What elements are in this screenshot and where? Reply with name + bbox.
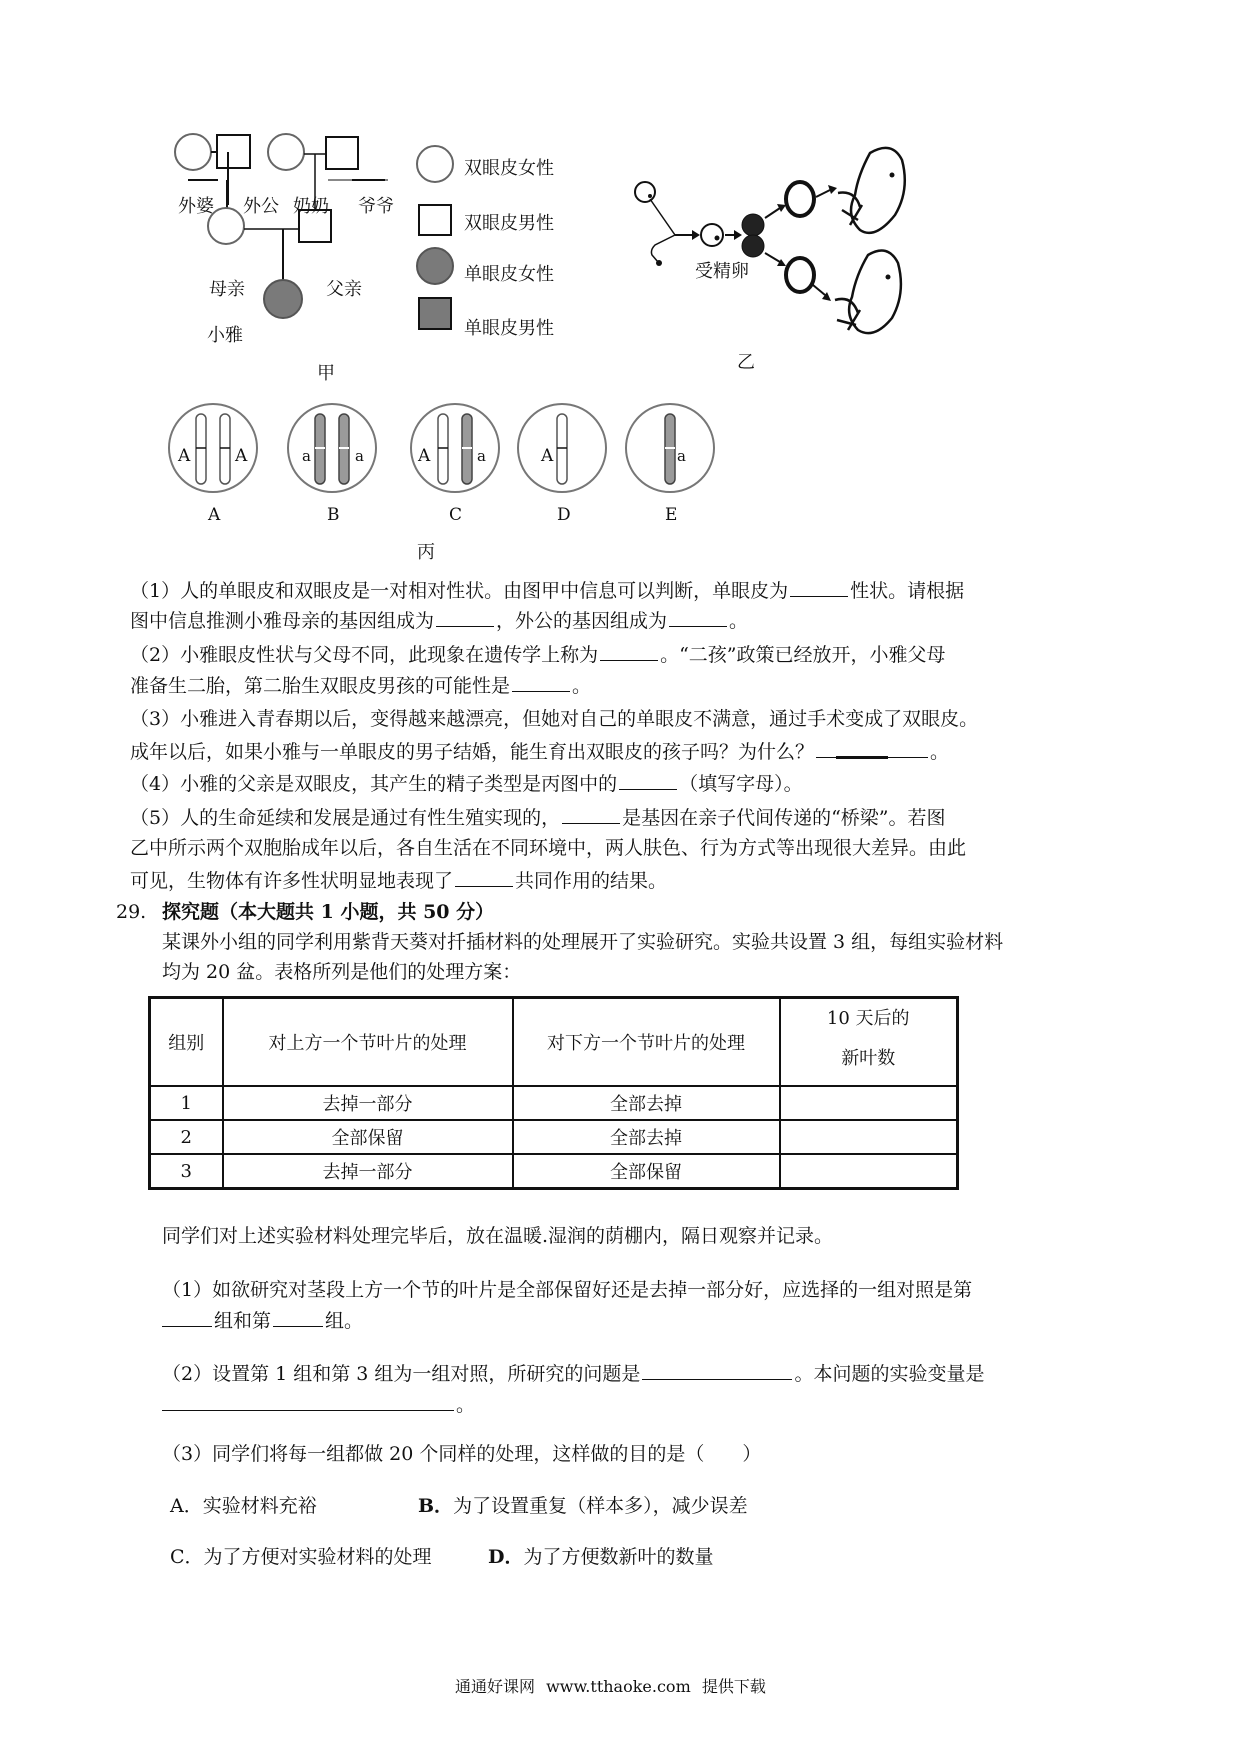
label-mother: 母亲: [209, 279, 245, 300]
gene-label: a: [477, 447, 486, 465]
q28-part1-line1: （1）人的单眼皮和双眼皮是一对相对性状。由图甲中信息可以判断，单眼皮为 性状。请根据: [130, 576, 964, 605]
table-cell: 全部去掉: [513, 1086, 780, 1120]
answer-blank[interactable]: [619, 769, 677, 790]
table-cell-empty[interactable]: [780, 1120, 958, 1154]
cell-e: [626, 404, 714, 492]
table-cell: 去掉一部分: [223, 1154, 513, 1189]
label-grandpa-maternal: 外公: [243, 196, 279, 217]
legend-label: 双眼皮男性: [464, 213, 554, 234]
option-d[interactable]: [488, 1543, 714, 1571]
q28-part4: （4）小雅的父亲是双眼皮，其产生的精子类型是丙图中的 （填写字母）。: [130, 769, 803, 798]
table-header-cell: 组别: [150, 998, 223, 1087]
answer-blank[interactable]: [162, 1390, 454, 1411]
table-cell: 1: [150, 1086, 223, 1120]
treatment-table: [148, 996, 959, 1190]
label-grandma-maternal: 外婆: [178, 196, 214, 217]
q28-part5-line1: （5）人的生命延续和发展是通过有性生殖实现的， 是基因在亲子代间传递的“桥梁”。若图: [130, 803, 946, 832]
q28-part5-line2: 乙中所示两个双胞胎成年以后，各自生活在不同环境中，两人肤色、行为方式等出现很大差异。由此: [130, 837, 967, 859]
label-zygote: 受精卵: [695, 261, 749, 282]
label-father: 父亲: [326, 279, 362, 300]
option-b[interactable]: [418, 1492, 748, 1520]
table-cell: 去掉一部分: [223, 1086, 513, 1120]
answer-blank[interactable]: [790, 576, 848, 597]
option-key: A．: [170, 1495, 203, 1517]
answer-blank[interactable]: [600, 640, 658, 661]
table-header-cell: 对下方一个节叶片的处理: [513, 998, 780, 1087]
q29-sub1-line2: 组和第 组。: [162, 1306, 363, 1335]
label-child: 小雅: [207, 325, 243, 346]
q28-part2-line1: （2）小雅眼皮性状与父母不同，此现象在遗传学上称为 。“二孩”政策已经放开，小雅父母: [130, 640, 946, 669]
cell-letter: D: [557, 505, 571, 525]
q28-part1-line2: 图中信息推测小雅母亲的基因组成为 ，外公的基因组成为 。: [130, 606, 748, 635]
fetus-icon: [838, 148, 905, 233]
table-cell-empty[interactable]: [780, 1086, 958, 1120]
fetus-icon: [835, 251, 901, 334]
table-cell: 3: [150, 1154, 223, 1189]
egg-icon: [635, 182, 655, 202]
table-row: [150, 1120, 958, 1154]
header-line: 新叶数: [841, 1048, 896, 1069]
option-a[interactable]: [170, 1492, 317, 1520]
question-number: 29.: [116, 901, 147, 923]
figure-caption-jia: 甲: [317, 363, 335, 384]
answer-blank[interactable]: [816, 737, 928, 758]
legend-label: 双眼皮女性: [464, 158, 554, 179]
footer-tail: 提供下载: [701, 1677, 766, 1696]
footer-site: 通通好课网: [455, 1677, 536, 1696]
gene-label: A: [418, 446, 431, 466]
legend-filled-square: [419, 298, 451, 329]
q28-part2-line2: 准备生二胎，第二胎生双眼皮男孩的可能性是 。: [130, 671, 591, 700]
q28-part5-line3: 可见，生物体有许多性状明显地表现了 共同作用的结果。: [130, 866, 667, 895]
table-header-cell: 对上方一个节叶片的处理: [223, 998, 513, 1087]
option-c[interactable]: [170, 1543, 432, 1571]
gene-label: A: [541, 446, 554, 466]
option-key: B．: [418, 1495, 454, 1517]
answer-blank[interactable]: [669, 606, 727, 627]
table-cell: 全部去掉: [513, 1120, 780, 1154]
table-header-row: [150, 998, 958, 1087]
q29-sub2-line2: 。: [162, 1390, 475, 1419]
table-cell: 全部保留: [513, 1154, 780, 1189]
q29-intro-line2: 均为 20 盆。表格所列是他们的处理方案：: [162, 961, 522, 983]
q29-sub1-line1: （1）如欲研究对茎段上方一个节的叶片是全部保留好还是去掉一部分好，应选择的一组对照是第: [162, 1279, 973, 1301]
table-cell-empty[interactable]: [780, 1154, 958, 1189]
cell-letter: B: [327, 505, 340, 525]
answer-blank[interactable]: [273, 1306, 323, 1327]
label-grandpa-paternal: 爷爷: [358, 196, 394, 217]
legend-label: 单眼皮女性: [464, 264, 554, 285]
grandma-paternal-symbol: [268, 134, 304, 170]
sperm-icon: [651, 235, 675, 262]
figure-caption-bing: 丙: [417, 542, 435, 563]
legend-open-square: [419, 205, 451, 235]
twins-diagram: [630, 135, 930, 355]
answer-blank[interactable]: [562, 803, 620, 824]
q28-part3-line1: （3）小雅进入青春期以后，变得越来越漂亮，但她对自己的单眼皮不满意，通过手术变成了双眼皮。: [130, 708, 979, 730]
embryo-cells-icon: [742, 214, 764, 236]
option-text: 为了方便数新叶的数量: [523, 1546, 714, 1568]
zygote-icon: [701, 224, 723, 246]
answer-blank[interactable]: [455, 866, 513, 887]
gene-label: a: [302, 447, 311, 465]
early-embryo-icon: [786, 182, 814, 216]
q28-part3-line2: 成年以后，如果小雅与一单眼皮的男子结婚，能生育出双眼皮的孩子吗？为什么？ 。: [130, 737, 949, 766]
legend-filled-circle: [417, 248, 453, 284]
table-header-cell: [780, 998, 958, 1087]
table-cell: 2: [150, 1120, 223, 1154]
table-row: [150, 1086, 958, 1120]
option-key: D．: [488, 1546, 524, 1568]
grandpa-maternal-symbol: [217, 135, 250, 168]
q29-after-table: 同学们对上述实验材料处理完毕后，放在温暖.湿润的荫棚内，隔日观察并记录。: [162, 1225, 834, 1247]
cell-letter: E: [665, 505, 678, 525]
child-symbol: [264, 280, 302, 318]
figure-caption-yi: 乙: [737, 352, 755, 373]
q29-sub3: （3）同学们将每一组都做 20 个同样的处理，这样做的目的是（ ）: [162, 1443, 762, 1465]
legend-open-circle: [417, 146, 453, 182]
gene-label: a: [677, 447, 686, 465]
table-row: [150, 1154, 958, 1189]
cell-letter: C: [449, 505, 463, 525]
answer-blank[interactable]: [642, 1359, 792, 1380]
option-text: 为了设置重复（样本多），减少误差: [453, 1495, 748, 1517]
label-grandma-paternal: 奶奶: [293, 196, 329, 217]
cell-d: [518, 404, 606, 492]
answer-blank[interactable]: [512, 671, 570, 692]
gene-label: a: [355, 447, 364, 465]
q29-intro-line1: 某课外小组的同学利用紫背天葵对扦插材料的处理展开了实验研究。实验共设置 3 组，每组实验材料: [162, 931, 1004, 953]
table-cell: 全部保留: [223, 1120, 513, 1154]
option-text: 为了方便对实验材料的处理: [203, 1546, 432, 1568]
answer-blank[interactable]: [436, 606, 494, 627]
gene-label: A: [178, 446, 191, 466]
cell-letter: A: [208, 505, 221, 525]
legend-symbols: [415, 143, 455, 343]
answer-blank[interactable]: [162, 1306, 212, 1327]
question-title: 探究题（本大题共 1 小题，共 50 分）: [162, 901, 495, 923]
option-key: C．: [170, 1546, 204, 1568]
grandma-maternal-symbol: [175, 134, 211, 170]
gene-label: A: [235, 446, 248, 466]
legend-label: 单眼皮男性: [464, 318, 554, 339]
grandpa-paternal-symbol: [326, 137, 358, 169]
option-text: 实验材料充裕: [202, 1495, 317, 1517]
q29-sub2-line1: （2）设置第 1 组和第 3 组为一组对照，所研究的问题是 。本问题的实验变量是: [162, 1359, 984, 1388]
header-line: 10 天后的: [826, 1008, 910, 1029]
page-footer: [455, 1674, 766, 1697]
footer-url[interactable]: www.tthaoke.com: [546, 1677, 691, 1696]
